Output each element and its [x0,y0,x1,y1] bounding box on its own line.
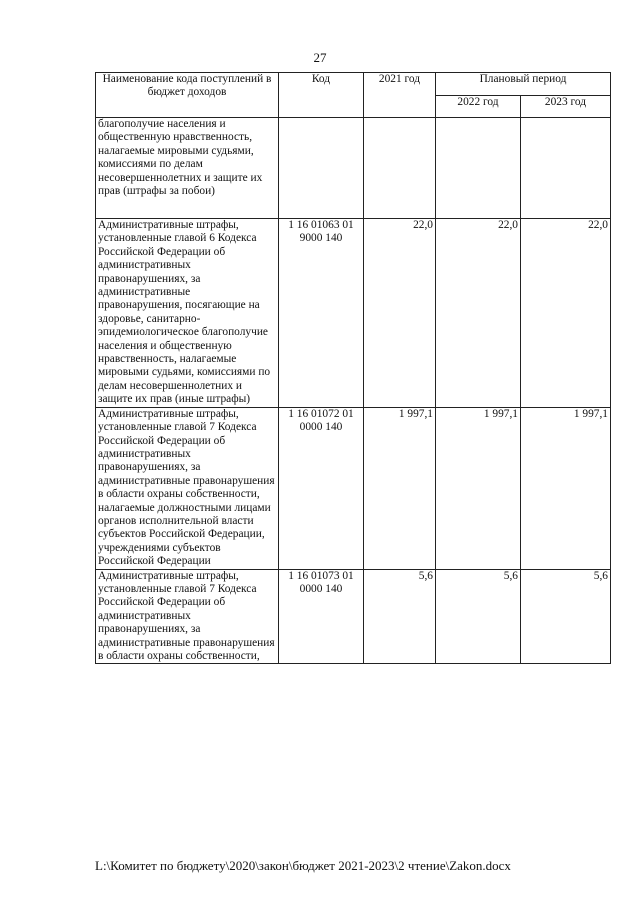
header-2022: 2022 год [436,95,521,118]
table-row [96,569,611,664]
row-code: 1 16 01073 01 0000 140 [279,569,364,664]
row-code [279,118,364,219]
row-value-2023: 22,0 [521,219,611,408]
file-path-footer: L:\Комитет по бюджету\2020\закон\бюджет 2021-2023\2 чтение\Zakon.docx [95,858,511,873]
row-value-2021 [364,118,436,219]
header-name: Наименование кода поступлений в бюджет доходов [96,73,279,118]
page-number: 27 [313,50,327,65]
budget-revenue-table [95,72,611,664]
table-row [96,407,611,569]
table-row [96,219,611,408]
row-code: 1 16 01063 01 9000 140 [279,219,364,408]
row-name: Административные штрафы, установленные главой 7 Кодекса Российской Федерации об административных правонарушениях, за административные правонарушения в области охраны собственности, [96,569,279,664]
header-2023: 2023 год [521,95,611,118]
row-value-2022: 22,0 [436,219,521,408]
row-value-2021: 22,0 [364,219,436,408]
row-value-2021: 1 997,1 [364,407,436,569]
row-value-2022: 1 997,1 [436,407,521,569]
header-code: Код [279,73,364,118]
header-2021: 2021 год [364,73,436,118]
row-value-2022: 5,6 [436,569,521,664]
header-planned-period: Плановый период [436,73,611,96]
table-row [96,118,611,219]
row-value-2023: 5,6 [521,569,611,664]
row-code: 1 16 01072 01 0000 140 [279,407,364,569]
row-name: Административные штрафы, установленные главой 6 Кодекса Российской Федерации об административных правонарушениях, за административные правонарушения, посягающие на здоровье, санитарно-эпидемиологическое благополучие населения и общественную нравственность, налагаемые мировыми судьями, комиссиями по делам несовершеннолетних и защите их прав (иные штрафы) [96,219,279,408]
row-value-2022 [436,118,521,219]
table-header-row [96,73,611,96]
row-value-2023: 1 997,1 [521,407,611,569]
row-value-2023 [521,118,611,219]
row-name: Административные штрафы, установленные главой 7 Кодекса Российской Федерации об административных правонарушениях, за административные правонарушения в области охраны собственности, налагаемые должностными лицами органов исполнительной власти субъектов Российской Федерации, учреждениями субъектов Российской Федерации [96,407,279,569]
row-value-2021: 5,6 [364,569,436,664]
row-name: благополучие населения и общественную нравственность, налагаемые мировыми судьями, комиссиями по делам несовершеннолетних и защите их прав (штрафы за побои) [96,118,279,219]
